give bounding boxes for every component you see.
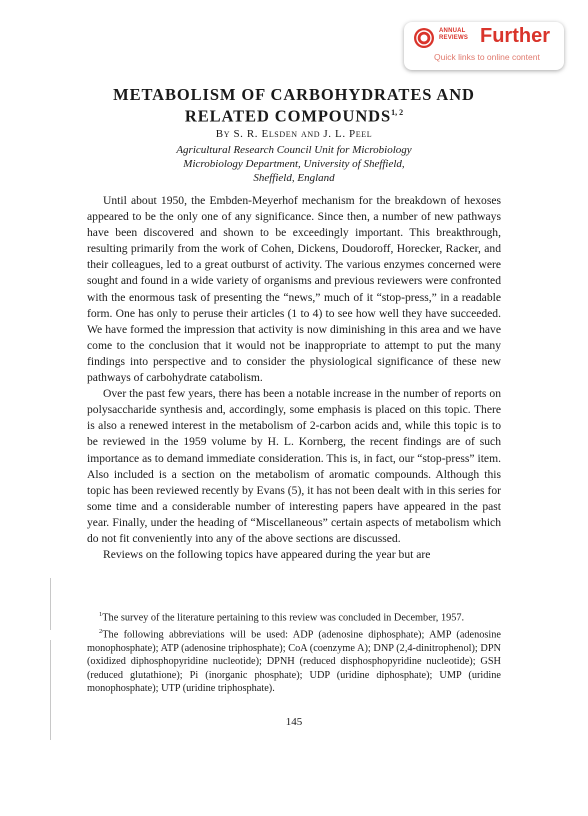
page-number: 145 — [285, 716, 303, 728]
further-badge[interactable] — [404, 22, 564, 70]
footnote-2 — [87, 625, 501, 696]
affiliation-line-2: Microbiology Department, University of Sheffield, — [183, 158, 405, 170]
brand-line-1: ANNUAL — [439, 28, 466, 34]
affiliation-line-1: Agricultural Research Council Unit for Microbiology — [176, 144, 412, 156]
margin-rule — [50, 640, 51, 740]
margin-rule — [50, 578, 51, 630]
paragraph-1: Until about 1950, the Embden-Meyerhof mechanism for the breakdown of hexoses appeared to be the only one of any significance. Since then, a number of new pathways have been discovered and shown to be exceedingly important. This breakthrough, resulting primarily from the work of Cohen, Dickens, Doudoroff, Horecker, Racker, and their colleagues, led to a great outburst of activity. The various enzymes concerned were sought and found in a wide variety of organisms and previous reviewers were confronted with the enormous task of presenting the “news,” much of it “stop-press,” in a readable form. One has only to peruse their articles (1 to 4) to see how well they have succeeded. We have formed the impression that activity is now diminishing in this area and we have come to the conclusion that it would not be inappropriate to attempt to put the many findings into perspective and to consider the physiological significance of these new pathways of carbohydrate catabolism. — [87, 194, 501, 385]
annual-reviews-wordmark — [439, 28, 468, 42]
article-title-line-1: METABOLISM OF CARBOHYDRATES AND — [113, 85, 475, 104]
article-body — [87, 193, 501, 563]
paragraph-3: Reviews on the following topics have appeared during the year but are — [103, 548, 431, 562]
affiliation-line-3: Sheffield, England — [253, 172, 335, 184]
footnote-1-text: The survey of the literature pertaining to this review was concluded in December, 1957. — [102, 612, 465, 624]
footnote-1-mark: 1 — [99, 611, 103, 618]
annual-reviews-logo-icon — [414, 28, 434, 48]
footnote-1 — [87, 608, 501, 625]
quick-links-text[interactable]: Quick links to online content — [434, 52, 540, 62]
brand-line-2: REVIEWS — [439, 35, 469, 41]
title-footnote-marks[interactable]: 1, 2 — [391, 108, 404, 117]
further-label: Further — [480, 25, 550, 47]
footnote-2-mark: 2 — [99, 627, 103, 635]
byline: By S. R. Elsden and J. L. Peel — [215, 128, 373, 140]
article-title-line-2 — [60, 103, 528, 126]
paragraph-2: Over the past few years, there has been a notable increase in the number of reports on polysaccharide synthesis and, accordingly, some emphasis is placed on this topic. There is also a renewed interest in the metabolism of 2-carbon acids and, while this topic is to be reviewed in the 1959 volume by H. L. Kornberg, the recent findings are of such importance as to demand immediate consideration. This is, in fact, our “stop-press” item. Also included is a section on the metabolism of aromatic compounds. Although this topic has been reviewed recently by Evans (5), it has not been dealt with in this series for some time and a considerable number of interesting papers have appeared in the past year. Finally, under the heading of “Miscellaneous” certain aspects of metabolism which do not fit conveniently into any of the above sections are discussed. — [87, 387, 501, 545]
footnote-2-text: The following abbreviations will be used: ADP (adenosine diphosphate); AMP (adenosine monophosphate); ATP (adenosine triphosphate); CoA (coenzyme A); DNP (2,4-dinitrophenol); DPN (oxidized diphosphopyridine nucleotide); DPNH (reduced disphosphopyridine nucleotide); GSH (reduced glutathione); Pi (inorganic phosphate); UDP (uridine diphosphate); UMP (uridine monophosphate); UTP (uridine triphosphate). — [87, 629, 501, 695]
footnotes — [87, 608, 501, 696]
article-title-line-2-text: RELATED COMPOUNDS — [184, 106, 392, 126]
